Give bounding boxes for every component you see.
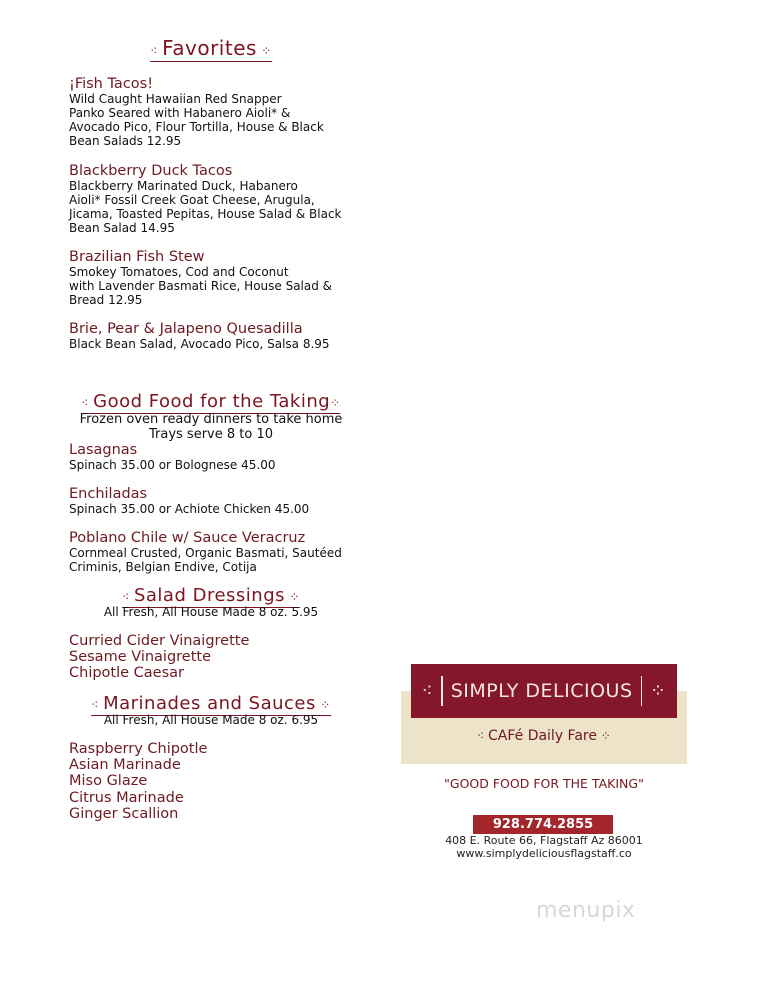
- item-desc: Bean Salads 12.95: [69, 134, 182, 148]
- phone-number: 928.774.2855: [473, 815, 613, 834]
- taking-sub: Frozen oven ready dinners to take home: [79, 412, 343, 427]
- item-desc: Panko Seared with Habanero Aioli* &: [69, 106, 291, 120]
- marinade-item: Miso Glaze: [69, 773, 148, 789]
- marinade-item: Asian Marinade: [69, 757, 181, 773]
- item-title: Lasagnas: [69, 442, 138, 458]
- item-title: ¡Fish Tacos!: [69, 76, 154, 92]
- dressing-item: Curried Cider Vinaigrette: [69, 633, 250, 649]
- item-desc: Smokey Tomatoes, Cod and Coconut: [69, 265, 289, 279]
- item-desc: Criminis, Belgian Endive, Cotija: [69, 560, 257, 574]
- taking-sub: Trays serve 8 to 10: [148, 427, 274, 442]
- item-desc: Wild Caught Hawaiian Red Snapper: [69, 92, 282, 106]
- website: www.simplydeliciousflagstaff.co: [456, 847, 632, 860]
- item-desc: Blackberry Marinated Duck, Habanero: [69, 179, 298, 193]
- item-desc: Bean Salad 14.95: [69, 221, 175, 235]
- item-title: Poblano Chile w/ Sauce Veracruz: [69, 530, 306, 546]
- item-desc: Spinach 35.00 or Achiote Chicken 45.00: [69, 502, 310, 516]
- marinade-item: Raspberry Chipotle: [69, 741, 208, 757]
- divider: [441, 676, 443, 706]
- item-desc: Bread 12.95: [69, 293, 143, 307]
- dressing-item: Chipotle Caesar: [69, 665, 184, 681]
- item-title: Brazilian Fish Stew: [69, 249, 205, 265]
- dots-icon: ⁘: [650, 680, 667, 702]
- favorites-heading: ⁖ Favorites ⁘: [150, 36, 272, 60]
- marinades-heading: ⁖ Marinades and Sauces ⁘: [91, 693, 331, 714]
- logo: [411, 664, 677, 718]
- marinade-item: Citrus Marinade: [69, 790, 184, 806]
- item-desc: Spinach 35.00 or Bolognese 45.00: [69, 458, 276, 472]
- item-title: Brie, Pear & Jalapeno Quesadilla: [69, 321, 303, 337]
- dressings-sub: All Fresh, All House Made 8 oz. 5.95: [103, 605, 319, 619]
- dots-icon: ⁖: [421, 680, 434, 702]
- dressing-item: Sesame Vinaigrette: [69, 649, 212, 665]
- item-title: Enchiladas: [69, 486, 148, 502]
- item-desc: Aioli* Fossil Creek Goat Cheese, Arugula,: [69, 193, 315, 207]
- marinades-sub: All Fresh, All House Made 8 oz. 6.95: [103, 713, 319, 727]
- item-desc: Black Bean Salad, Avocado Pico, Salsa 8.95: [69, 337, 330, 351]
- logo-name: SIMPLY DELICIOUS: [450, 680, 633, 702]
- taking-heading: ⁖ Good Food for the Taking⁘: [81, 391, 341, 412]
- item-desc: Avocado Pico, Flour Tortilla, House & Black: [69, 120, 324, 134]
- watermark: menupix: [536, 898, 636, 923]
- address: 408 E. Route 66, Flagstaff Az 86001: [445, 834, 643, 847]
- item-title: Blackberry Duck Tacos: [69, 163, 233, 179]
- dressings-heading: ⁖ Salad Dressings ⁘: [122, 585, 300, 606]
- logo-subtitle: ⁖ CAFé Daily Fare ⁘: [477, 728, 611, 744]
- divider: [641, 676, 643, 706]
- marinade-item: Ginger Scallion: [69, 806, 179, 822]
- item-desc: Cornmeal Crusted, Organic Basmati, Sautéed: [69, 546, 342, 560]
- tagline: "GOOD FOOD FOR THE TAKING": [444, 776, 644, 791]
- item-desc: with Lavender Basmati Rice, House Salad &: [69, 279, 333, 293]
- item-desc: Jicama, Toasted Pepitas, House Salad & Black: [69, 207, 342, 221]
